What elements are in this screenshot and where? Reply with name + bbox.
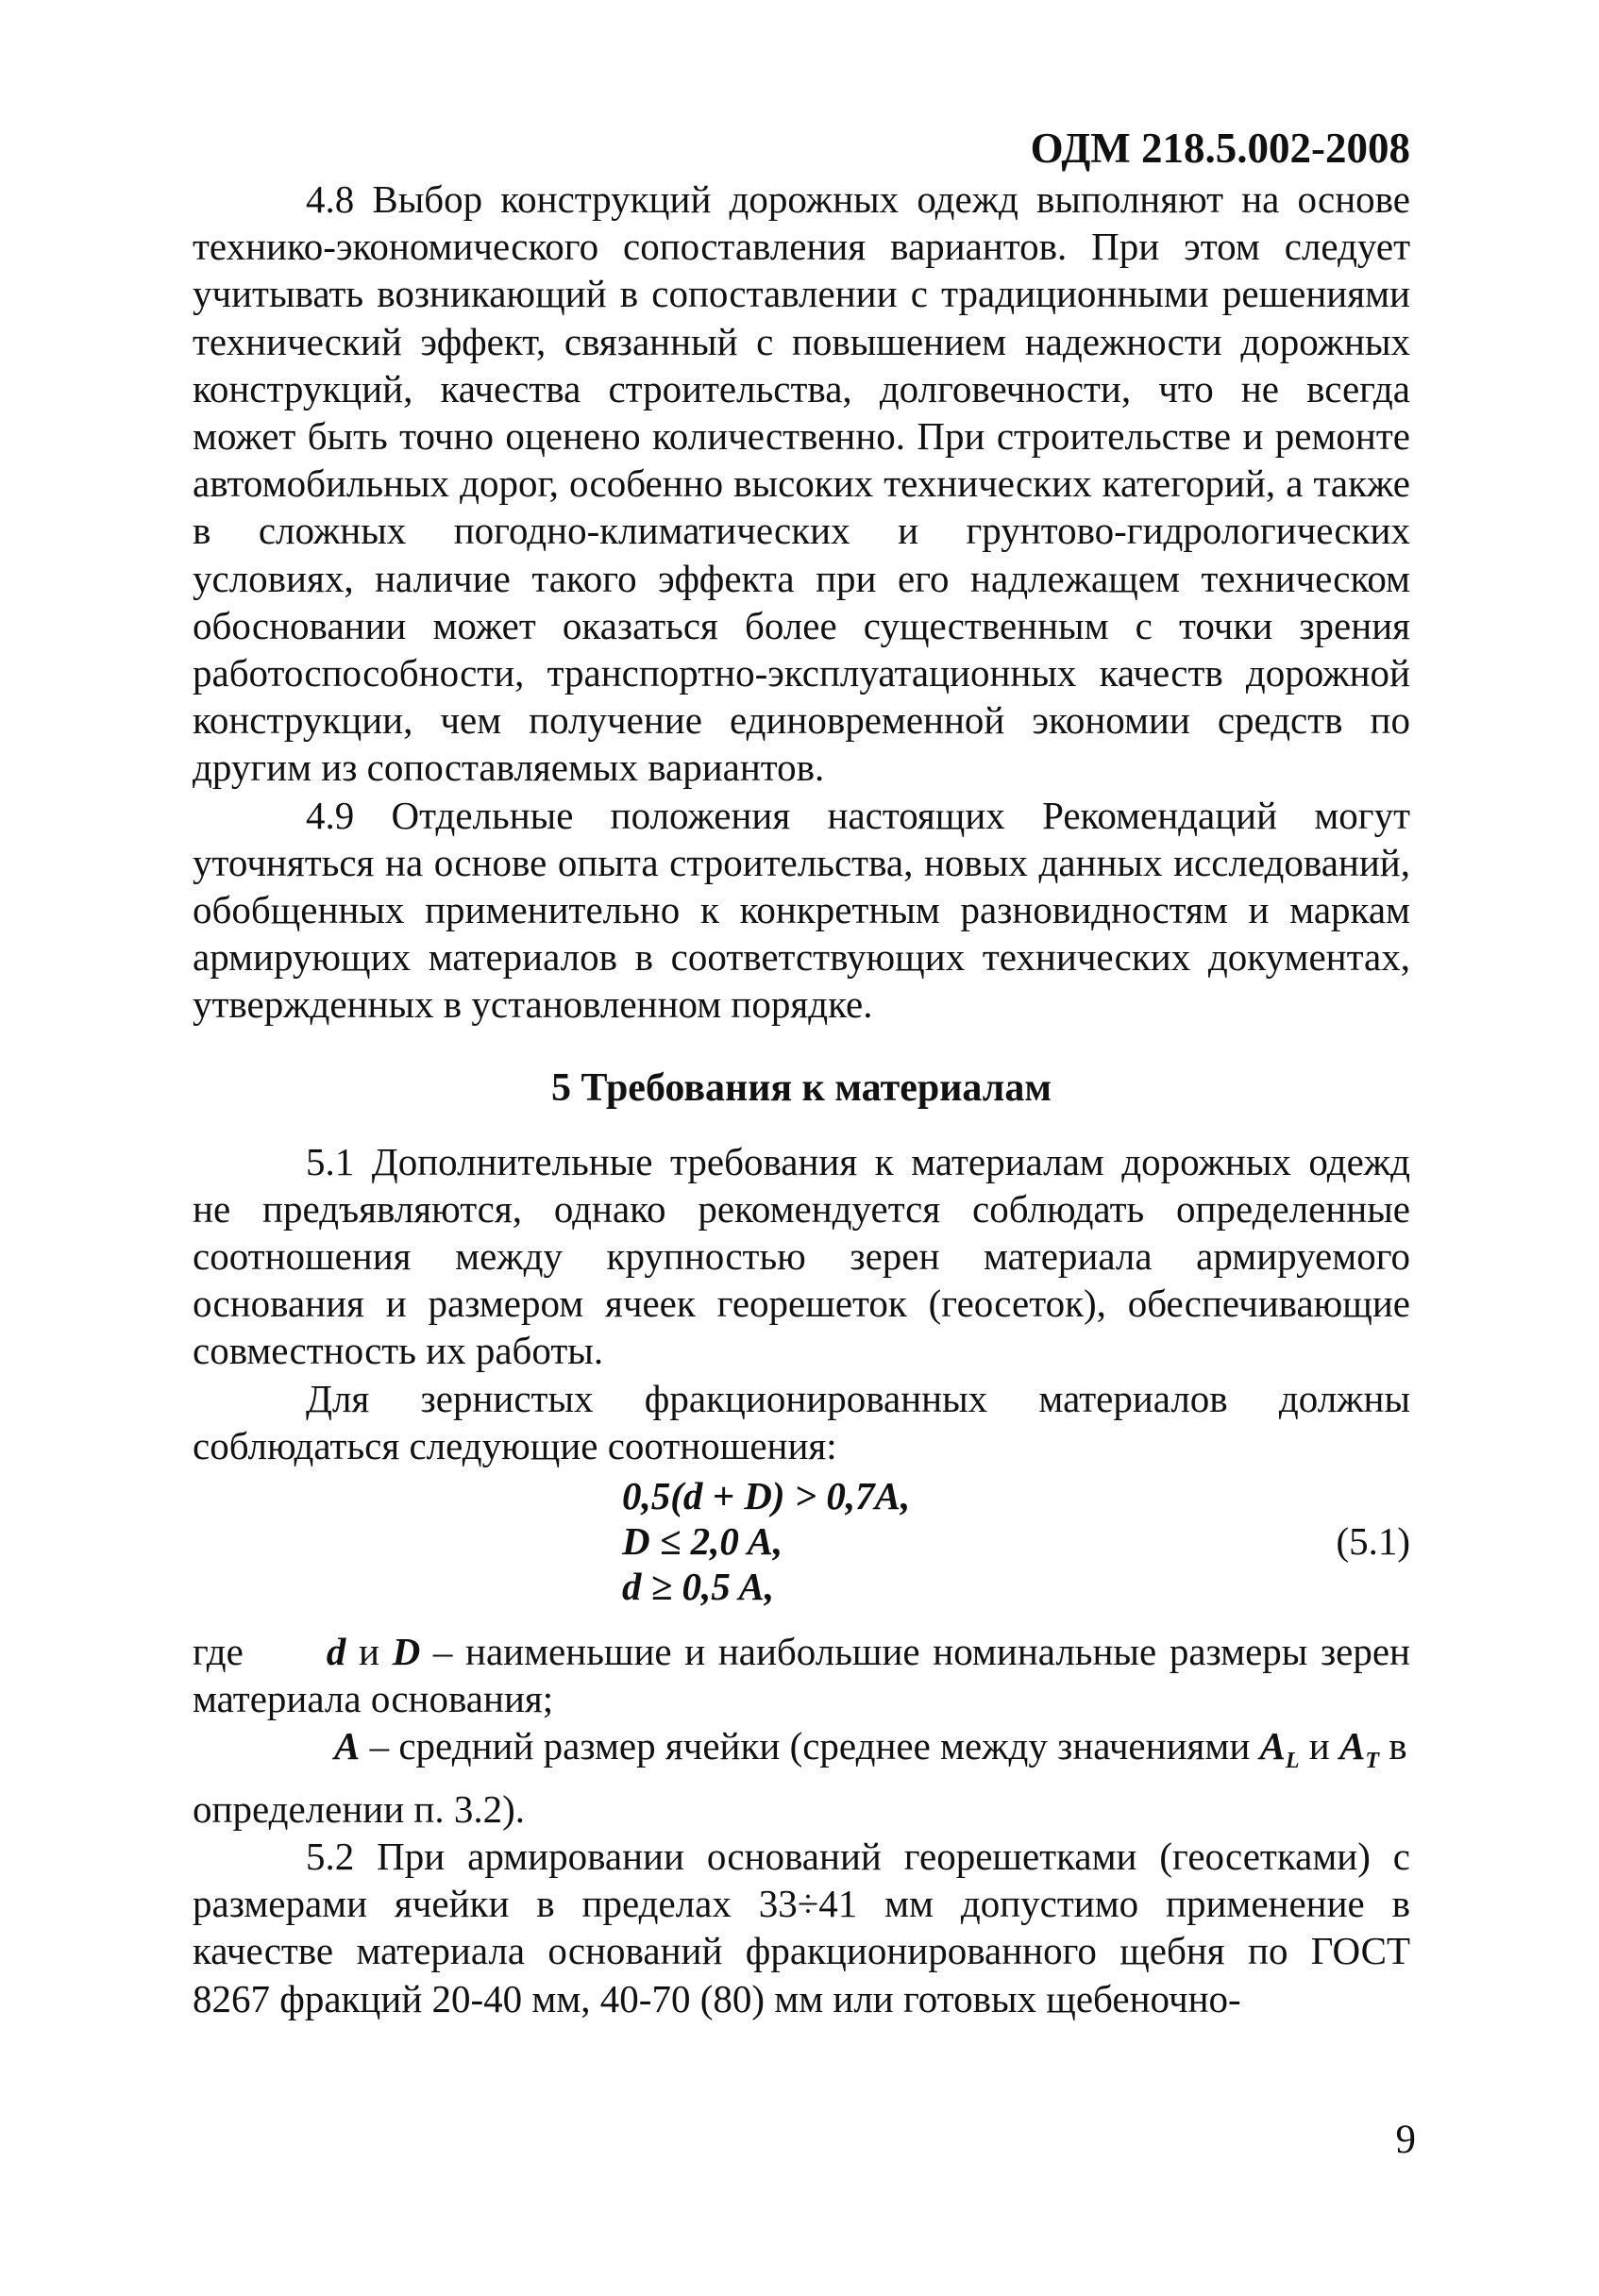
page-number: 9 (1395, 2118, 1416, 2162)
formula-lines (622, 1473, 910, 1609)
definition-A-part2: в определении п. 3.2). (193, 1724, 1407, 1831)
paragraph-5-1: 5.1 Дополнительные требования к материалам дорожных одежд не предъявляются, однако рекомендуется соблюдать определенные соотношения между крупностью зерен материала армируемого основания и размером ячеек георешеток (геосеток), обеспечивающие совместность их работы. (193, 1139, 1410, 1373)
symbol-A: A (334, 1724, 361, 1768)
paragraph-4-9: 4.9 Отдельные положения настоящих Рекомендаций могут уточняться на основе опыта строительства, новых данных исследований, обобщенных применительно к конкретным разновидностям и маркам армирующих материалов в соответствующих технических документах, утвержденных в установленном порядке. (193, 793, 1410, 1027)
document-page (193, 123, 1410, 2022)
formula-5-1 (193, 1469, 1410, 1613)
conjunction-and: и (359, 1630, 379, 1674)
section-5-title: 5 Требования к материалам (551, 1065, 1052, 1110)
formula-number: (5.1) (1336, 1519, 1410, 1564)
subscript-L: L (1285, 1749, 1300, 1774)
conjunction-and-2: и (1308, 1724, 1330, 1768)
symbol-D: D (392, 1630, 421, 1674)
formula-line-2: D ≤ 2,0 A, (622, 1519, 783, 1564)
formula-line-3: d ≥ 0,5 A, (622, 1565, 775, 1609)
where-clause-d-D (193, 1628, 1410, 1722)
paragraph-4-8: 4.8 Выбор конструкций дорожных одежд выполняют на основе технико-экономического сопоставления вариантов. При этом следует учитывать возникающий в сопоставлении с традиционными решениями технический эффект, связанный с повышением надежности дорожных конструкций, качества строительства, долговечности, что не всегда может быть точно оценено количественно. При строительстве и ремонте автомобильных дорог, особенно высоких технических категорий, а также в сложных погодно-климатических и грунтово-гидрологических условиях, наличие такого эффекта при его надлежащем техническом обосновании может оказаться более существенным с точки зрения работоспособности, транспортно-эксплуатационных качеств дорожной конструкции, чем получение единовременной экономии средств по другим из сопоставляемых вариантов. (193, 177, 1410, 790)
subscript-T: T (1365, 1749, 1380, 1774)
paragraph-5-2: 5.2 При армировании оснований георешетками (геосетками) с размерами ячейки в пределах 33÷41 мм допустимо применение в качестве материала оснований фракционированного щебня по ГОСТ 8267 фракций 20-40 мм, 40-70 (80) мм или готовых щебеночно- (193, 1835, 1410, 2020)
where-clause-A (193, 1722, 1410, 1833)
symbol-A-T: A (1339, 1724, 1366, 1768)
formula-line-1: 0,5(d + D) > 0,7A, (622, 1474, 911, 1518)
symbol-d: d (326, 1630, 346, 1674)
definition-A-part1: – средний размер ячейки (среднее между значениями (369, 1724, 1251, 1768)
document-code: ОДМ 218.5.002-2008 (1030, 125, 1410, 172)
symbol-A-L: A (1259, 1724, 1286, 1768)
definition-d-D: – наименьшие и наибольшие номинальные размеры зерен материала основания; (193, 1630, 1411, 1721)
paragraph-granular-materials: Для зернистых фракционированных материалов должны соблюдаться следующие соотношения: (193, 1376, 1410, 1467)
where-word: где (193, 1630, 244, 1674)
